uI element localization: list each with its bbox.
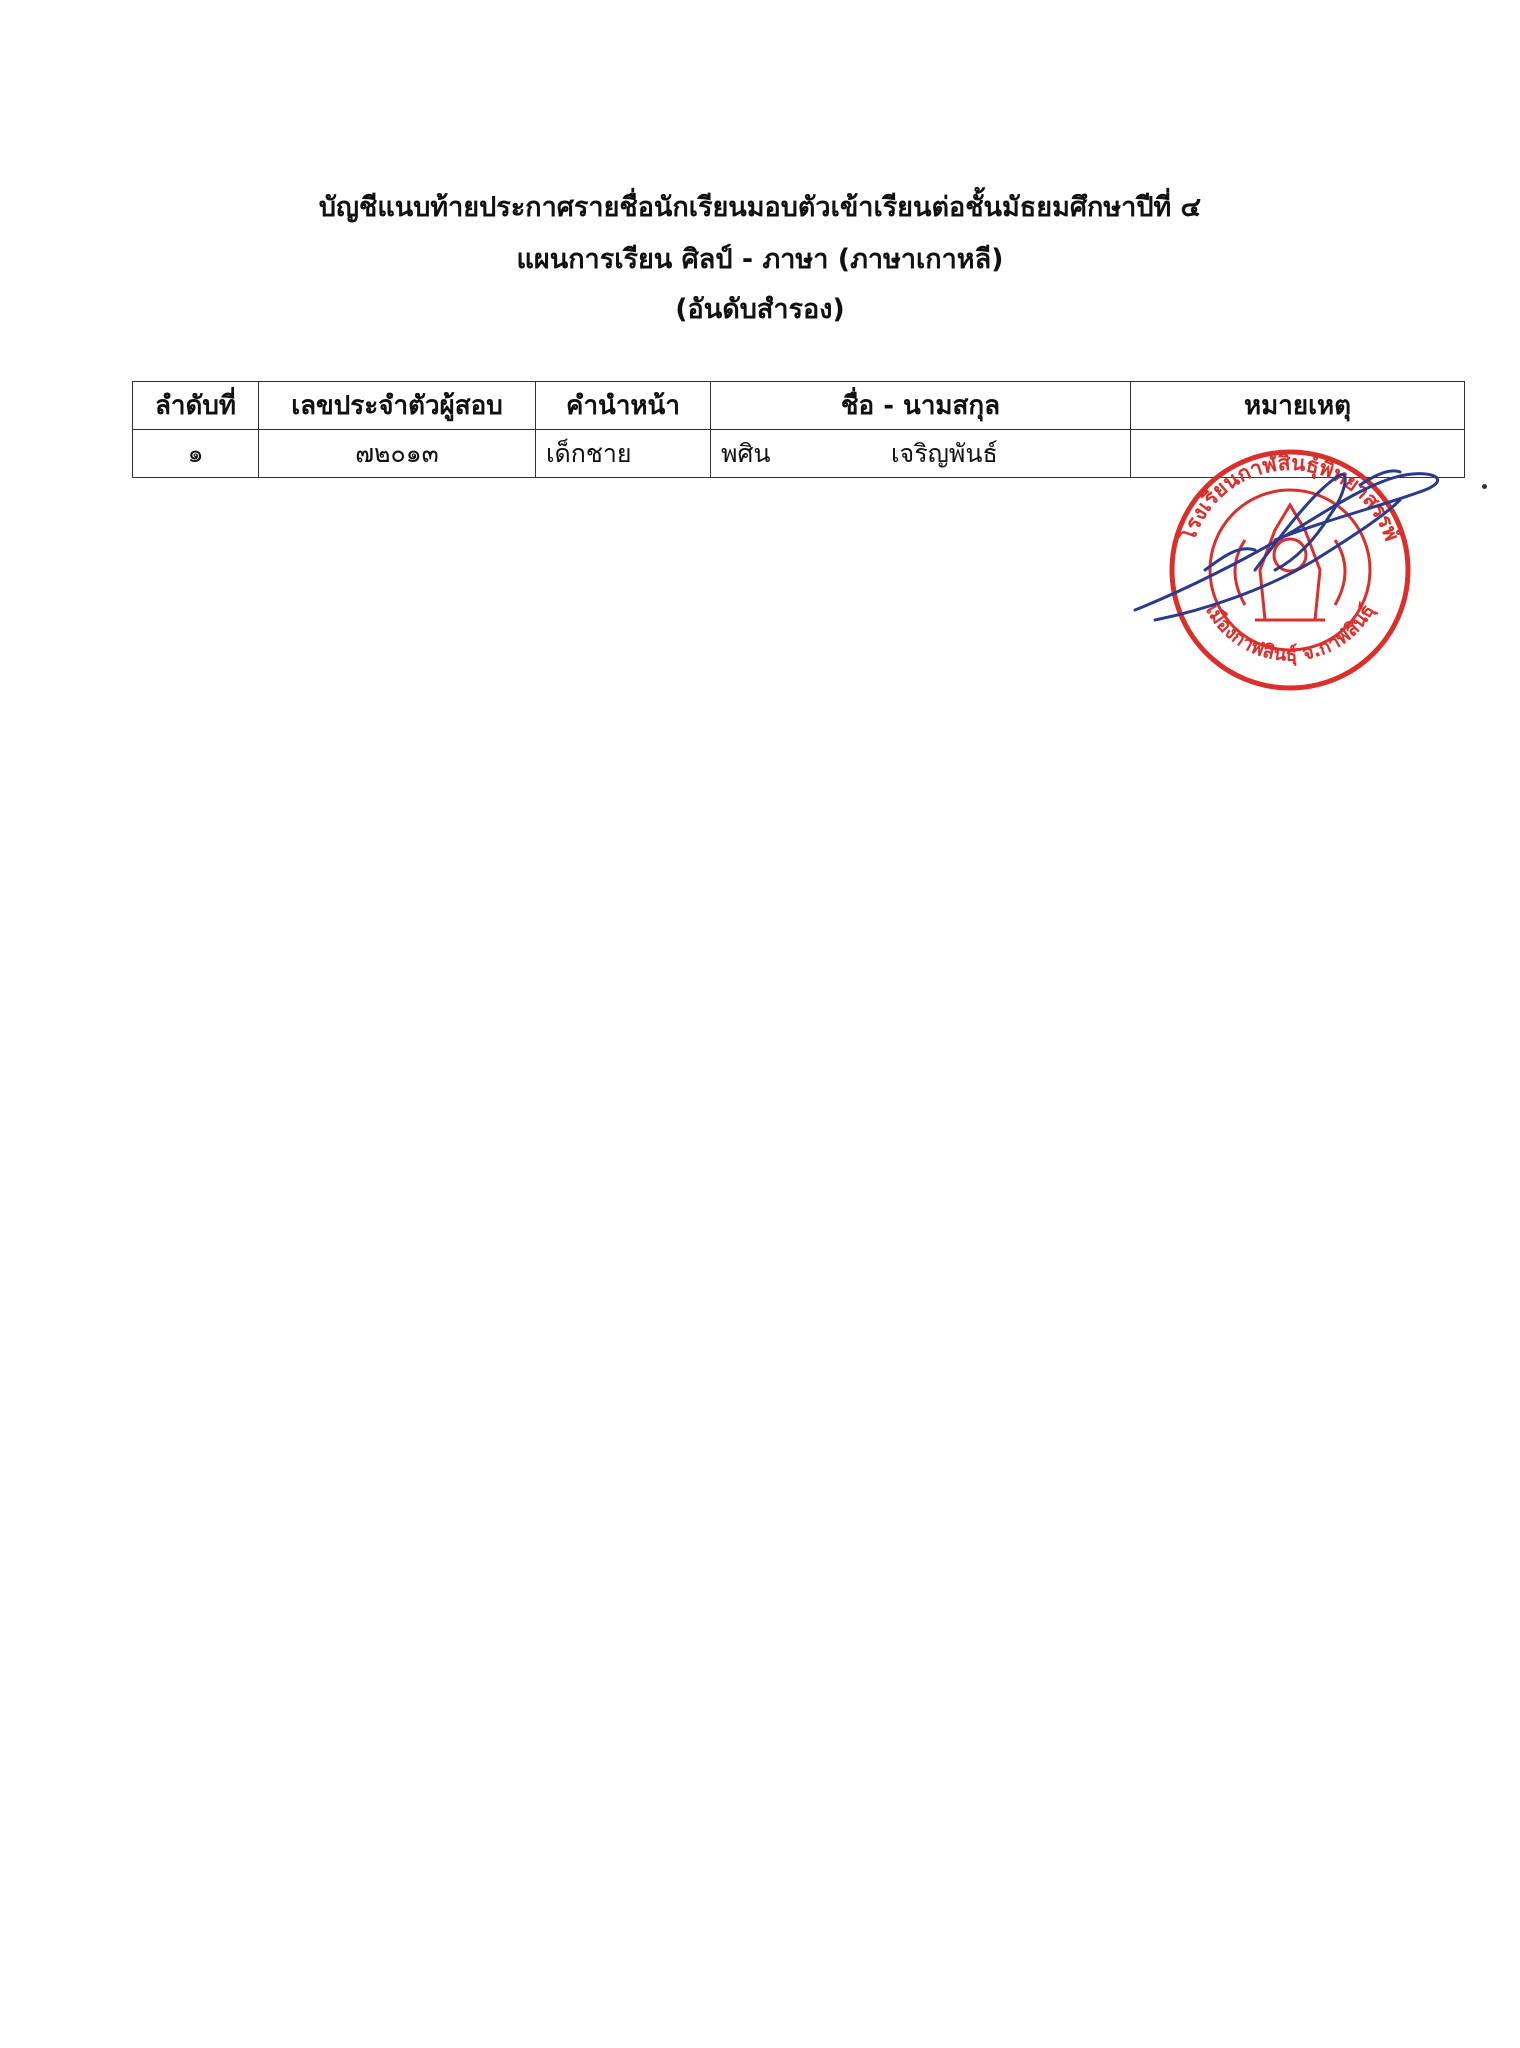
cell-exam-id: ๗๒๐๑๓ <box>259 430 536 478</box>
cell-no: ๑ <box>133 430 259 478</box>
cell-prefix: เด็กชาย <box>536 430 711 478</box>
school-seal-stamp <box>1125 420 1465 695</box>
header-full-name: ชื่อ - นามสกุล <box>711 382 1131 430</box>
seal-text-top: โรงเรียนกาฬสินธุ์พิทยาสรรพ์ <box>1175 450 1405 545</box>
study-plan-subtitle: แผนการเรียน ศิลป์ - ภาษา (ภาษาเกาหลี) <box>516 244 1004 275</box>
cell-first-name: พศิน <box>721 438 771 468</box>
cell-last-name: เจริญพันธ์ <box>891 438 998 468</box>
seal-text-bottom: เมืองกาฬสินธุ์ จ.กาฬสินธุ์ <box>1201 600 1379 666</box>
cell-full-name <box>711 430 1131 478</box>
header-prefix: คำนำหน้า <box>536 382 711 430</box>
document-title: บัญชีแนบท้ายประกาศรายชื่อนักเรียนมอบตัวเข้าเรียนต่อชั้นมัธยมศึกษาปีที่ ๔ <box>318 192 1202 223</box>
header-exam-id: เลขประจำตัวผู้สอบ <box>259 382 536 430</box>
ink-dot <box>1482 484 1487 489</box>
header-remark: หมายเหตุ <box>1131 382 1465 430</box>
signature-icon <box>1135 471 1438 620</box>
header-no: ลำดับที่ <box>133 382 259 430</box>
reserve-rank-subtitle: (อันดับสำรอง) <box>675 294 845 325</box>
